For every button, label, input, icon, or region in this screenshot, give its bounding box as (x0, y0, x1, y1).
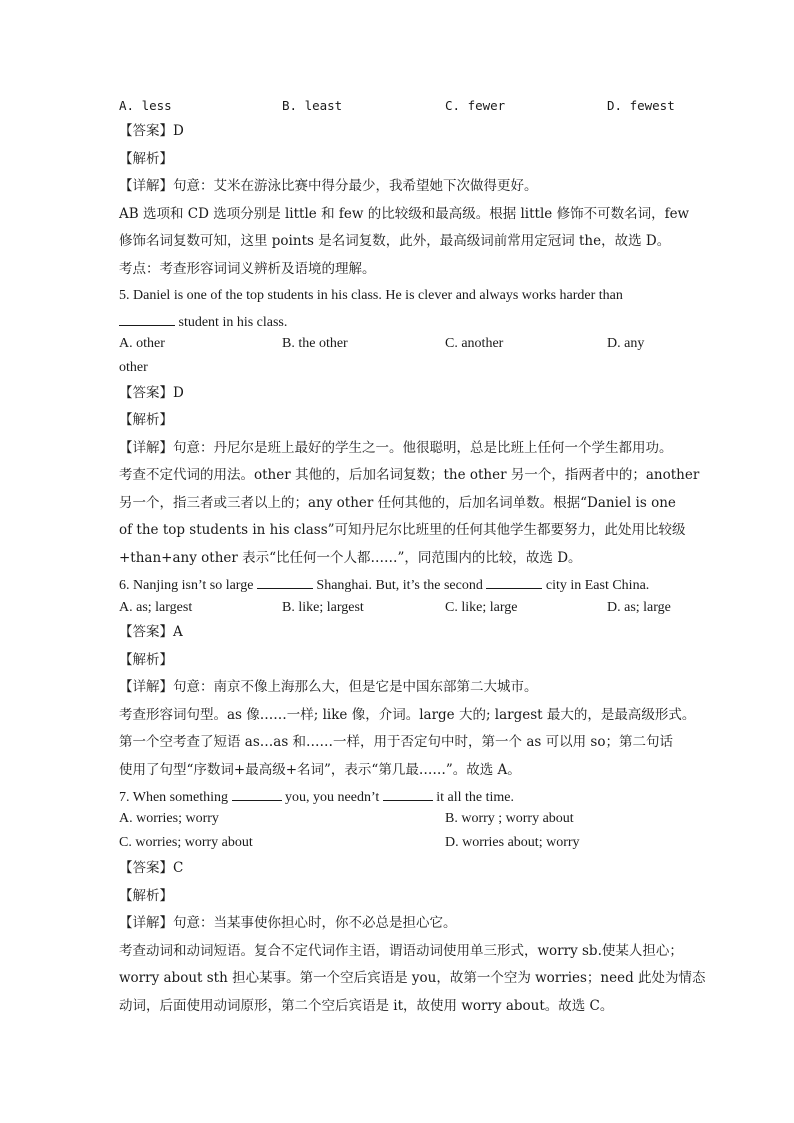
q7-stem (119, 786, 514, 807)
q6-option-d: D. as; large (607, 600, 671, 615)
q4-option-d: D. fewest (607, 98, 675, 113)
q4-knowledge-point: 考点：考查形容词词义辨析及语境的理解。 (119, 261, 376, 277)
q7-option-b: B. worry ; worry about (445, 811, 574, 826)
q7-blank-2 (383, 786, 433, 801)
q5-stem-line2-text: student in his class. (178, 315, 288, 330)
q4-analysis-label: 【解析】 (119, 151, 173, 167)
q6-answer: 【答案】A (119, 624, 183, 640)
q5-detail: 【详解】句意：丹尼尔是班上最好的学生之一。他很聪明，总是比班上任何一个学生都用功。 (119, 440, 673, 456)
q7-explanation-line1: 考查动词和动词短语。复合不定代词作主语，谓语动词使用单三形式，worry sb.使某人担心； (119, 943, 683, 959)
q7-answer: 【答案】C (119, 860, 184, 876)
q7-detail: 【详解】句意：当某事使你担心时，你不必总是担心它。 (119, 915, 457, 931)
q6-analysis-label: 【解析】 (119, 652, 173, 668)
q4-option-c: C. fewer (445, 98, 506, 113)
q7-stem-part-b: you, you needn’t (285, 790, 380, 805)
q5-option-d-continued: other (119, 360, 148, 375)
q5-explanation-line2: 另一个，指三者或三者以上的；any other 任何其他的，后加名词单数。根据“Daniel is one (119, 495, 676, 511)
q6-blank-2 (486, 574, 542, 589)
q5-option-b: B. the other (282, 336, 348, 351)
q6-explanation-line2: 第一个空考查了短语 as…as 和……一样，用于否定句中时，第一个 as 可以用 so；第二句话 (119, 734, 673, 750)
q4-option-b: B. least (282, 98, 343, 113)
q5-explanation-line4: +than+any other 表示“比任何一个人都……”，同范围内的比较，故选 D。 (119, 550, 582, 566)
q6-stem-part-a: 6. Nanjing isn’t so large (119, 578, 254, 593)
q6-explanation-line1: 考查形容词句型。as 像……一样; like 像，介词。large 大的; largest 最大的，是最高级形式。 (119, 707, 696, 723)
q7-stem-part-a: 7. When something (119, 790, 229, 805)
q5-stem-line2 (119, 311, 287, 332)
q5-option-d: D. any (607, 336, 645, 351)
q6-stem-part-c: city in East China. (545, 578, 650, 593)
q4-detail: 【详解】句意：艾米在游泳比赛中得分最少，我希望她下次做得更好。 (119, 178, 538, 194)
q5-option-c: C. another (445, 336, 504, 351)
q7-option-d: D. worries about; worry (445, 835, 580, 850)
q6-explanation-line3: 使用了句型“序数词+最高级+名词”，表示“第几最……”。故选 A。 (119, 762, 521, 778)
q7-explanation-line2: worry about sth 担心某事。第一个空后宾语是 you，故第一个空为 worries；need 此处为情态 (119, 970, 706, 986)
q5-explanation-line3: of the top students in his class”可知丹尼尔比班里的任何其他学生都要努力，此处用比较级 (119, 522, 686, 538)
q7-option-c: C. worries; worry about (119, 835, 253, 850)
q6-blank-1 (257, 574, 313, 589)
q5-stem-line1: 5. Daniel is one of the top students in his class. He is clever and always works harder than (119, 288, 623, 303)
q6-stem-part-b: Shanghai. But, it’s the second (316, 578, 483, 593)
q5-analysis-label: 【解析】 (119, 412, 173, 428)
q7-analysis-label: 【解析】 (119, 888, 173, 904)
q6-detail: 【详解】句意：南京不像上海那么大，但是它是中国东部第二大城市。 (119, 679, 538, 695)
q5-answer: 【答案】D (119, 385, 184, 401)
q4-explanation-line1: AB 选项和 CD 选项分别是 little 和 few 的比较级和最高级。根据 little 修饰不可数名词，few (119, 206, 690, 222)
q7-option-a: A. worries; worry (119, 811, 219, 826)
q7-blank-1 (232, 786, 282, 801)
q5-option-a: A. other (119, 336, 165, 351)
q7-explanation-line3: 动词，后面使用动词原形，第二个空后宾语是 it，故使用 worry about。故选 C。 (119, 998, 614, 1014)
q4-option-a: A. less (119, 98, 172, 113)
q4-answer: 【答案】D (119, 123, 184, 139)
q6-option-b: B. like; largest (282, 600, 364, 615)
q5-blank (119, 311, 175, 326)
q6-stem (119, 574, 649, 595)
q6-option-a: A. as; largest (119, 600, 193, 615)
q5-explanation-line1: 考查不定代词的用法。other 其他的，后加名词复数；the other 另一个，指两者中的；another (119, 467, 700, 483)
q6-option-c: C. like; large (445, 600, 518, 615)
q4-explanation-line2: 修饰名词复数可知，这里 points 是名词复数，此外，最高级词前常用定冠词 the，故选 D。 (119, 233, 671, 249)
q7-stem-part-c: it all the time. (436, 790, 515, 805)
